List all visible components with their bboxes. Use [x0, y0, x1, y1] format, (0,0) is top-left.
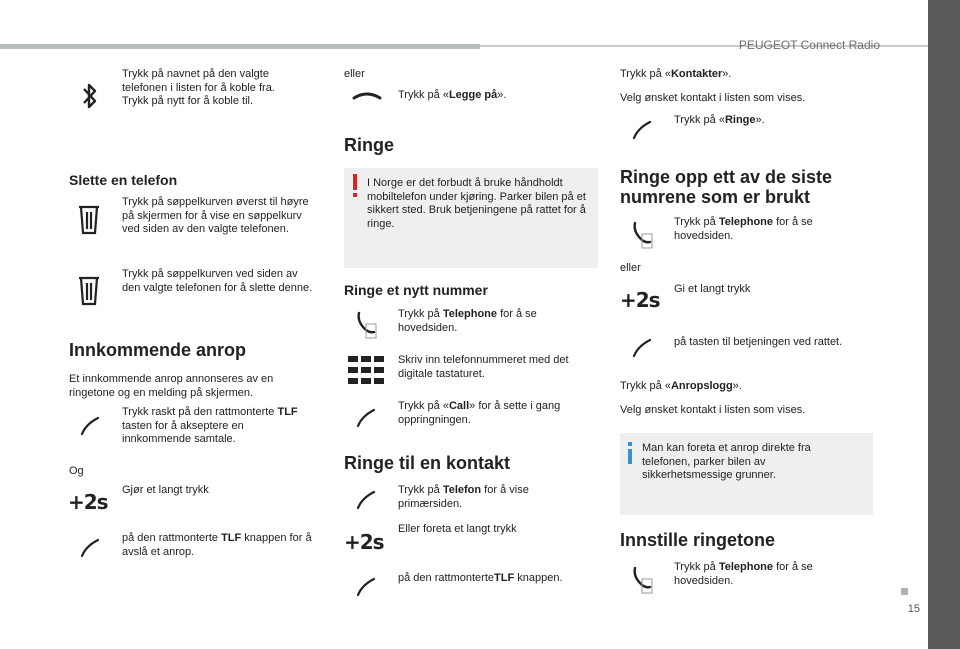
section-title-nytt-nummer: Ringe et nytt nummer	[344, 282, 488, 298]
call-text	[398, 400, 588, 427]
call-pre: Trykk på «	[398, 400, 449, 412]
gjor-langt-text: Gjør et langt trykk	[122, 484, 209, 496]
eller-text: eller	[344, 68, 365, 80]
phone-handset-icon	[630, 336, 654, 360]
section-title-siste-2: numrene som er brukt	[620, 187, 811, 207]
telephone-app-icon	[630, 565, 656, 595]
anropslogg-text	[620, 380, 742, 394]
section-title-innkommende: Innkommende anrop	[69, 340, 247, 360]
call-post: » for å sette i gang oppringningen.	[398, 400, 561, 426]
section-title-slette: Slette en telefon	[69, 172, 178, 188]
avsla-pre: på den rattmonterte	[122, 532, 222, 544]
phone-handset-icon	[78, 536, 102, 560]
tlf-accept-post: tasten for å akseptere en innkommende samtale.	[122, 419, 244, 445]
og-text: Og	[69, 465, 84, 477]
tlf-accept-pre: Trykk raskt på den rattmonterte	[122, 406, 278, 418]
ratt-bold: TLF	[494, 572, 515, 584]
telephone-text-3	[674, 561, 854, 588]
plus-2s-icon: +2s	[68, 490, 108, 514]
brand-title: PEUGEOT Connect Radio	[738, 38, 880, 52]
ratt-pre: på den rattmonterte	[398, 572, 495, 584]
innkommende-intro: Et innkommende anrop annonseres av en ringetone og en melding på skjermen.	[69, 373, 274, 399]
tel-post-2: for å se hovedsiden.	[674, 216, 813, 242]
tel-pre-2: Trykk på	[674, 216, 719, 228]
tel-bold: Telephone	[442, 308, 498, 320]
ringe-post: ».	[755, 114, 765, 126]
ringe-pre: Trykk på «	[674, 114, 725, 126]
avsla-post: knappen for å avslå et anrop.	[122, 532, 312, 558]
bluetooth-icon	[80, 80, 100, 112]
tasten-text: på tasten til betjeningen ved rattet.	[674, 336, 843, 348]
hang-up-icon	[352, 90, 382, 102]
telefon-text	[398, 484, 578, 511]
telefon-pre: Trykk på	[398, 484, 443, 496]
phone-handset-icon	[354, 575, 378, 599]
info-text: Man kan foreta et anrop direkte fra telefonen, parker bilen av sikkerhetsmessige grunner.	[642, 442, 811, 481]
info-icon	[626, 442, 634, 469]
legge-pre: Trykk på «	[398, 89, 449, 101]
tel-pre: Trykk på	[398, 308, 443, 320]
legge-bold: Legge på	[448, 89, 498, 101]
telephone-app-icon	[630, 220, 656, 250]
tel-pre-3: Trykk på	[674, 561, 719, 573]
section-title-innstille: Innstille ringetone	[620, 530, 776, 550]
warning-text: I Norge er det forbudt å bruke håndholdt mobiltelefon under kjøring. Parker bilen på et sikkert sted. Bruk betjeningene på rattet for å ringe.	[367, 177, 586, 230]
phone-handset-icon	[354, 488, 378, 512]
phone-handset-icon	[78, 414, 102, 438]
velg-text-2: Velg ønsket kontakt i listen som vises.	[620, 404, 806, 416]
legge-pa-text	[398, 89, 506, 103]
legge-post: ».	[497, 89, 507, 101]
tlf-accept-text	[122, 406, 312, 447]
telephone-app-icon	[354, 310, 380, 340]
call-bold: Call	[448, 400, 470, 412]
ratt-text	[398, 572, 563, 586]
phone-handset-icon	[354, 406, 378, 430]
section-title-kontakt: Ringe til en kontakt	[344, 453, 511, 473]
plus-2s-icon: +2s	[344, 530, 384, 554]
tel-post: for å se hovedsiden.	[398, 308, 537, 334]
slette-text-1: Trykk på søppelkurven øverst til høyre på skjermen for å vise en søppelkurv ved siden av den valgte telefonen.	[122, 196, 309, 235]
telephone-text-2	[674, 216, 854, 243]
trash-icon	[77, 276, 101, 306]
phone-handset-icon	[630, 118, 654, 142]
section-title-ringe: Ringe	[344, 135, 395, 155]
keypad-icon	[348, 356, 384, 384]
ratt-post: knappen.	[514, 572, 563, 584]
page-number: 15	[907, 603, 920, 615]
warning-icon	[352, 174, 356, 196]
velg-text-1: Velg ønsket kontakt i listen som vises.	[620, 92, 806, 104]
eller-langt-text: Eller foreta et langt trykk	[398, 523, 517, 535]
avsla-bold: TLF	[221, 532, 242, 544]
page-marker	[901, 588, 908, 595]
telefon-post: for å vise primærsiden.	[398, 484, 529, 510]
bluetooth-text: Trykk på navnet på den valgte telefonen i listen for å koble fra. Trykk på nytt for å koble til.	[122, 68, 275, 107]
tel-bold-2: Telephone	[718, 216, 774, 228]
skriv-text: Skriv inn telefonnummeret med det digitale tastaturet.	[398, 354, 569, 380]
ringe-text	[674, 114, 765, 128]
header-bar	[0, 44, 480, 49]
kontakter-post: ».	[722, 68, 732, 80]
eller-text-2: eller	[620, 262, 641, 274]
kontakter-pre: Trykk på «	[620, 68, 671, 80]
tel-post-3: for å se hovedsiden.	[674, 561, 813, 587]
plus-2s-icon: +2s	[620, 288, 660, 312]
trash-icon	[77, 205, 101, 235]
kontakter-text	[620, 68, 731, 82]
avsla-text	[122, 532, 312, 559]
section-title-siste-1: Ringe opp ett av de siste	[620, 167, 833, 187]
tlf-accept-bold: TLF	[277, 406, 298, 418]
gi-langt-text: Gi et langt trykk	[674, 283, 751, 295]
anrop-pre: Trykk på «	[620, 380, 671, 392]
anrop-bold: Anropslogg	[670, 380, 733, 392]
anrop-post: ».	[732, 380, 742, 392]
slette-text-2: Trykk på søppelkurven ved siden av den valgte telefonen for å slette denne.	[122, 268, 313, 294]
ringe-bold: Ringe	[724, 114, 756, 126]
telefon-bold: Telefon	[442, 484, 482, 496]
telephone-text	[398, 308, 578, 335]
tel-bold-3: Telephone	[718, 561, 774, 573]
kontakter-bold: Kontakter	[670, 68, 723, 80]
side-strip	[928, 0, 960, 649]
